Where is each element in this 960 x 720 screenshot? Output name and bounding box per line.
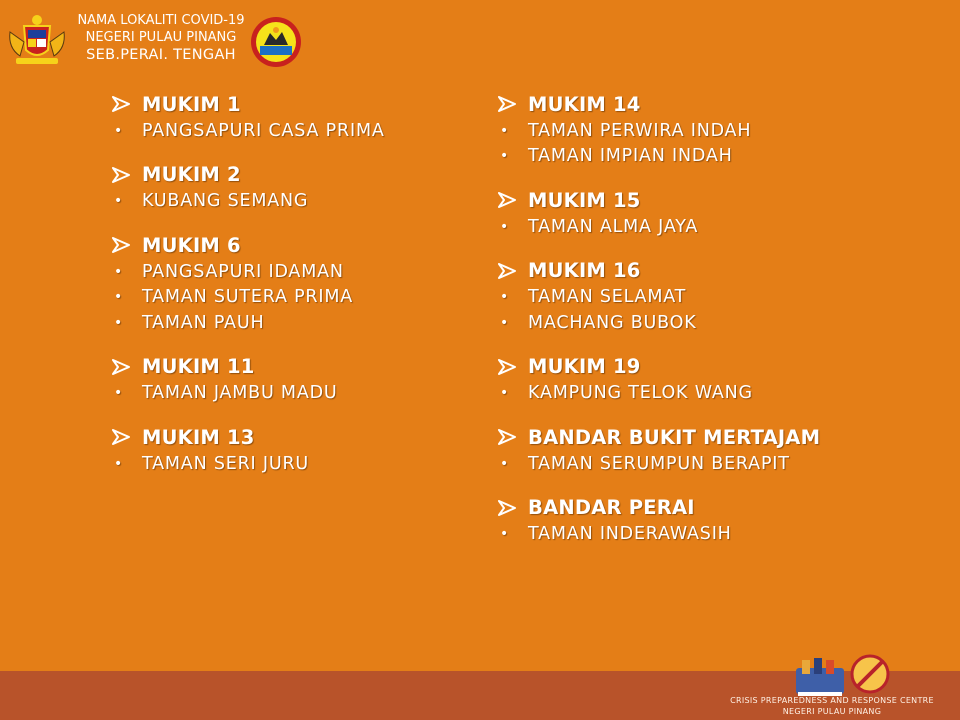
arrow-icon <box>498 359 528 375</box>
mukim-label: BANDAR PERAI <box>528 496 695 519</box>
mukim-heading <box>498 494 820 522</box>
locality-item <box>498 381 820 407</box>
arrow-icon <box>498 500 528 516</box>
locality-item <box>498 285 820 311</box>
bullet-icon: • <box>500 218 510 235</box>
bullet-icon: • <box>114 263 124 280</box>
locality-label: KAMPUNG TELOK WANG <box>528 383 753 404</box>
locality-item <box>498 118 820 144</box>
header <box>0 0 320 70</box>
mukim-group <box>112 90 385 144</box>
locality-label: TAMAN SERI JURU <box>142 453 310 474</box>
arrow-bullet-icon <box>112 237 130 253</box>
mukim-group <box>112 353 385 407</box>
mukim-heading <box>498 186 820 214</box>
mukim-label: MUKIM 15 <box>528 188 641 212</box>
locality-item <box>112 451 385 477</box>
mukim-label: MUKIM 6 <box>142 233 241 257</box>
mukim-group <box>498 90 820 169</box>
mukim-group <box>498 186 820 240</box>
footer-line-2: NEGERI PULAU PINANG <box>782 707 882 716</box>
bullet-icon: • <box>500 455 510 472</box>
mukim-label: MUKIM 1 <box>142 92 241 116</box>
arrow-bullet-icon <box>498 500 516 516</box>
locality-label: TAMAN ALMA JAYA <box>528 216 699 237</box>
mukim-group <box>112 231 385 336</box>
arrow-bullet-icon <box>112 429 130 445</box>
mukim-label: MUKIM 2 <box>142 163 241 186</box>
locality-item <box>112 381 385 407</box>
arrow-bullet-icon <box>498 96 516 112</box>
header-line-1: NAMA LOKALITI COVID-19 <box>77 13 245 28</box>
mukim-heading <box>498 90 820 118</box>
mukim-heading <box>112 90 385 118</box>
bullet-icon: • <box>114 455 124 472</box>
arrow-bullet-icon <box>112 96 130 112</box>
mukim-group <box>498 257 820 336</box>
arrow-icon <box>112 359 142 375</box>
right-column <box>498 90 820 564</box>
arrow-icon <box>112 167 142 183</box>
mukim-heading <box>498 353 820 381</box>
arrow-icon <box>112 429 142 445</box>
locality-label: TAMAN SUTERA PRIMA <box>142 287 354 308</box>
arrow-icon <box>498 192 528 208</box>
arrow-icon <box>498 96 528 112</box>
arrow-bullet-icon <box>112 359 130 375</box>
penang-district-seal-icon <box>250 16 302 68</box>
bullet-icon: • <box>114 122 124 139</box>
bullet-icon: • <box>500 314 510 331</box>
arrow-icon <box>498 429 528 445</box>
arrow-icon <box>498 263 528 279</box>
arrow-bullet-icon <box>498 359 516 375</box>
mukim-group <box>498 494 820 548</box>
mukim-heading <box>498 257 820 285</box>
arrow-bullet-icon <box>112 167 130 183</box>
bullet-icon: • <box>114 193 124 210</box>
locality-item <box>498 214 820 240</box>
left-column <box>112 90 385 494</box>
arrow-icon <box>112 237 142 253</box>
locality-item <box>112 259 385 285</box>
mukim-group <box>498 353 820 407</box>
locality-item <box>498 522 820 548</box>
locality-item <box>112 118 385 144</box>
arrow-icon <box>112 96 142 112</box>
locality-label: TAMAN JAMBU MADU <box>142 383 338 404</box>
bullet-icon: • <box>114 385 124 402</box>
mukim-label: MUKIM 14 <box>528 92 641 116</box>
mukim-group <box>112 161 385 215</box>
mukim-label: BANDAR BUKIT MERTAJAM <box>528 425 821 449</box>
mukim-group <box>112 423 385 477</box>
bullet-icon: • <box>500 148 510 165</box>
locality-label: MACHANG BUBOK <box>528 312 697 333</box>
locality-label: KUBANG SEMANG <box>142 191 309 212</box>
header-line-3: SEB.PERAI. TENGAH <box>86 47 236 63</box>
footer-caption <box>712 695 952 717</box>
bullet-icon: • <box>114 289 124 306</box>
header-line-2: NEGERI PULAU PINANG <box>85 30 237 45</box>
locality-item <box>498 144 820 170</box>
locality-item <box>498 310 820 336</box>
bullet-icon: • <box>500 385 510 402</box>
mukim-heading <box>112 231 385 259</box>
malaysia-coat-of-arms-icon <box>6 12 68 68</box>
locality-item <box>112 285 385 311</box>
locality-label: TAMAN IMPIAN INDAH <box>528 146 733 167</box>
locality-label: PANGSAPURI IDAMAN <box>142 261 344 282</box>
mukim-label: MUKIM 13 <box>142 425 255 449</box>
mukim-heading <box>498 423 820 451</box>
mukim-heading <box>112 161 385 189</box>
covid-badge-icon <box>852 656 888 692</box>
footer-logos <box>794 654 894 698</box>
arrow-bullet-icon <box>498 263 516 279</box>
bullet-icon: • <box>500 122 510 139</box>
mukim-label: MUKIM 19 <box>528 355 641 378</box>
locality-label: TAMAN PERWIRA INDAH <box>528 120 752 141</box>
mukim-heading <box>112 353 385 381</box>
mukim-label: MUKIM 16 <box>528 259 641 282</box>
locality-item <box>498 451 820 477</box>
locality-item <box>112 189 385 215</box>
mukim-label: MUKIM 11 <box>142 355 255 378</box>
bullet-icon: • <box>500 526 510 543</box>
locality-label: PANGSAPURI CASA PRIMA <box>142 120 385 141</box>
bullet-icon: • <box>500 289 510 306</box>
mukim-group <box>498 423 820 477</box>
bullet-icon: • <box>114 314 124 331</box>
footer-line-1: CRISIS PREPAREDNESS AND RESPONSE CENTRE <box>730 696 934 705</box>
locality-item <box>112 310 385 336</box>
locality-label: TAMAN PAUH <box>142 312 265 333</box>
arrow-bullet-icon <box>498 192 516 208</box>
header-title <box>70 12 252 64</box>
locality-label: TAMAN SERUMPUN BERAPIT <box>528 453 790 474</box>
cprc-logo-icon <box>796 658 844 696</box>
arrow-bullet-icon <box>498 429 516 445</box>
mukim-heading <box>112 423 385 451</box>
locality-label: TAMAN SELAMAT <box>528 287 687 308</box>
locality-label: TAMAN INDERAWASIH <box>528 524 732 545</box>
